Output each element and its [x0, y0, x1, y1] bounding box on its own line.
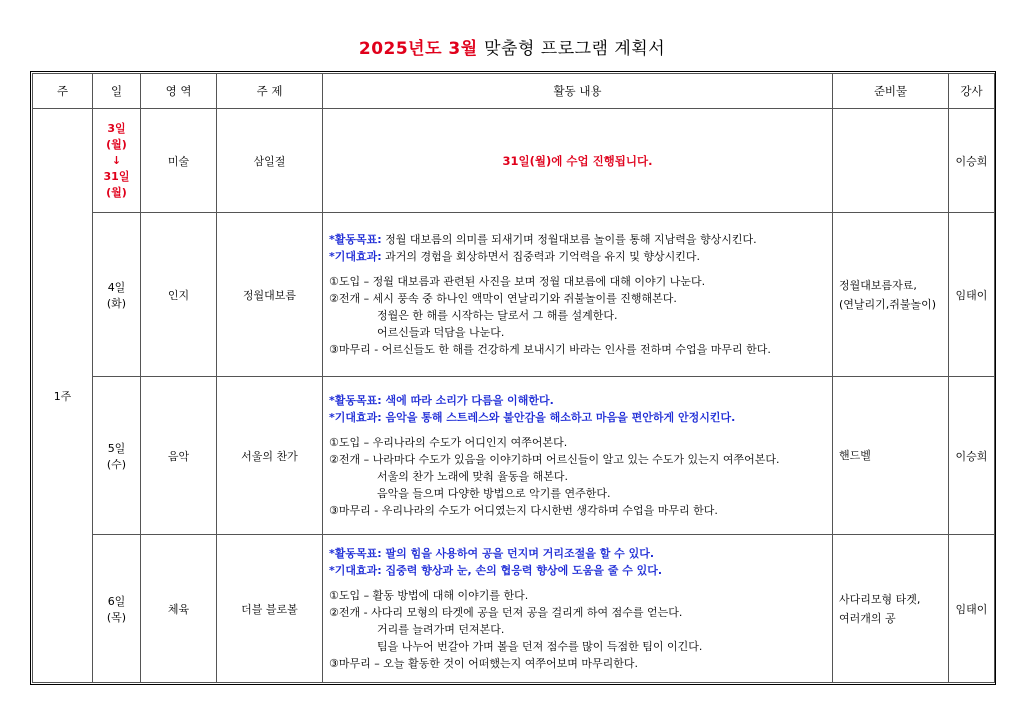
activity-cell	[323, 109, 833, 213]
date-line: 4일	[107, 280, 126, 294]
step-line: ③마무리 – 오늘 활동한 것이 어떠했는지 여쭈어보며 마무리한다.	[329, 657, 638, 670]
activity-cell	[323, 377, 833, 535]
activity-goal: *활동목표: 팔의 힘을 사용하여 공을 던지며 거리조절을 할 수 있다.	[329, 547, 655, 560]
date-line: (수)	[106, 457, 127, 471]
step-line: 팀을 나누어 번갈아 가며 볼을 던져 점수를 많이 득점한 팀이 이긴다.	[377, 640, 703, 653]
week-cell: 1주	[33, 109, 93, 683]
class-notice: 31일(월)에 수업 진행됩니다.	[502, 153, 653, 168]
effect-text: 과거의 경험을 회상하면서 집중력과 기억력을 유지 및 향상시킨다.	[381, 250, 701, 263]
title-year-month: 2025년도 3월	[358, 39, 478, 59]
activity-goal	[329, 231, 826, 248]
date-cell	[93, 213, 141, 377]
date-line: ↓	[111, 153, 122, 167]
date-line: (화)	[106, 296, 127, 310]
activity-cell	[323, 535, 833, 683]
date-line: 3일	[107, 121, 126, 135]
topic-cell: 더블 블로볼	[217, 535, 323, 683]
date-line: (목)	[106, 610, 127, 624]
date-cell	[93, 377, 141, 535]
date-cell	[93, 109, 141, 213]
step-line: ③마무리 - 우리나라의 수도가 어디였는지 다시한번 생각하며 수업을 마무리 한다.	[329, 504, 718, 517]
materials-line: 정월대보름자료,	[839, 278, 917, 292]
table-row	[33, 213, 995, 377]
date-line: 5일	[107, 441, 126, 455]
activity-goal: *활동목표: 색에 따라 소리가 다름을 이해한다.	[329, 394, 554, 407]
topic-cell: 삼일절	[217, 109, 323, 213]
date-line: (월)	[106, 137, 127, 151]
activity-cell	[323, 213, 833, 377]
materials-line: (연날리기,쥐불놀이)	[839, 297, 937, 311]
area-cell: 체육	[141, 535, 217, 683]
step-line: 서울의 찬가 노래에 맞춰 율동을 해본다.	[377, 470, 568, 483]
instructor-cell: 이승희	[949, 377, 995, 535]
expected-effect	[329, 248, 826, 265]
step-line: ②전개 – 나라마다 수도가 있음을 이야기하며 어르신들이 알고 있는 수도가 있는지 여쭈어본다.	[329, 453, 780, 466]
step-line: 정월은 한 해를 시작하는 달로서 그 해를 설계한다.	[377, 309, 618, 322]
step-line: ①도입 – 우리나라의 수도가 어디인지 여쭈어본다.	[329, 436, 568, 449]
table-row	[33, 535, 995, 683]
date-cell	[93, 535, 141, 683]
instructor-cell: 이승희	[949, 109, 995, 213]
page-title	[0, 34, 1024, 59]
step-line: ②전개 – 세시 풍속 중 하나인 액막이 연날리기와 쥐불놀이를 진행해본다.	[329, 292, 677, 305]
instructor-cell: 임태이	[949, 535, 995, 683]
area-cell: 음악	[141, 377, 217, 535]
step-line: ③마무리 - 어르신들도 한 해를 건강하게 보내시기 바라는 인사를 전하며 수업을 마무리 한다.	[329, 343, 771, 356]
date-line: 31일	[103, 169, 130, 183]
date-line: 6일	[107, 594, 126, 608]
expected-effect: *기대효과: 음악을 통해 스트레스와 불안감을 해소하고 마음을 편안하게 안정시킨다.	[329, 411, 736, 424]
materials-cell	[833, 109, 949, 213]
header-activity: 활동 내용	[323, 74, 833, 109]
header-day: 일	[93, 74, 141, 109]
instructor-cell: 임태이	[949, 213, 995, 377]
goal-text: 정월 대보름의 의미를 되새기며 정월대보름 놀이를 통해 지남력을 향상시킨다.	[381, 233, 757, 246]
step-line: ①도입 – 활동 방법에 대해 이야기를 한다.	[329, 589, 529, 602]
header-instructor: 강사	[949, 74, 995, 109]
step-line: 음악을 들으며 다양한 방법으로 악기를 연주한다.	[377, 487, 611, 500]
materials-cell	[833, 213, 949, 377]
step-line: ②전개 - 사다리 모형의 타겟에 공을 던져 공을 걸리게 하여 점수를 얻는다.	[329, 606, 683, 619]
topic-cell: 서울의 찬가	[217, 377, 323, 535]
goal-label: *활동목표:	[329, 233, 382, 246]
header-row	[33, 74, 995, 109]
step-line: 어르신들과 덕담을 나눈다.	[377, 326, 505, 339]
expected-effect: *기대효과: 집중력 향상과 눈, 손의 협응력 향상에 도움을 줄 수 있다.	[329, 564, 663, 577]
header-materials: 준비물	[833, 74, 949, 109]
step-line: 거리를 늘려가며 던져본다.	[377, 623, 505, 636]
materials-line: 핸드벨	[839, 449, 871, 462]
title-rest: 맞춤형 프로그램 계획서	[484, 39, 666, 59]
topic-cell: 정월대보름	[217, 213, 323, 377]
program-table	[32, 73, 995, 683]
materials-cell	[833, 535, 949, 683]
area-cell: 미술	[141, 109, 217, 213]
table-row	[33, 377, 995, 535]
header-topic: 주 제	[217, 74, 323, 109]
effect-label: *기대효과:	[329, 250, 382, 263]
schedule-frame	[30, 71, 996, 685]
materials-cell	[833, 377, 949, 535]
table-row	[33, 109, 995, 213]
materials-line: 사다리모형 타겟,	[839, 592, 921, 606]
area-cell: 인지	[141, 213, 217, 377]
step-line: ①도입 – 정월 대보름과 관련된 사진을 보며 정월 대보름에 대해 이야기 나눈다.	[329, 275, 706, 288]
header-area: 영 역	[141, 74, 217, 109]
date-line: (월)	[106, 185, 127, 199]
header-week: 주	[33, 74, 93, 109]
materials-line: 여러개의 공	[839, 611, 896, 625]
